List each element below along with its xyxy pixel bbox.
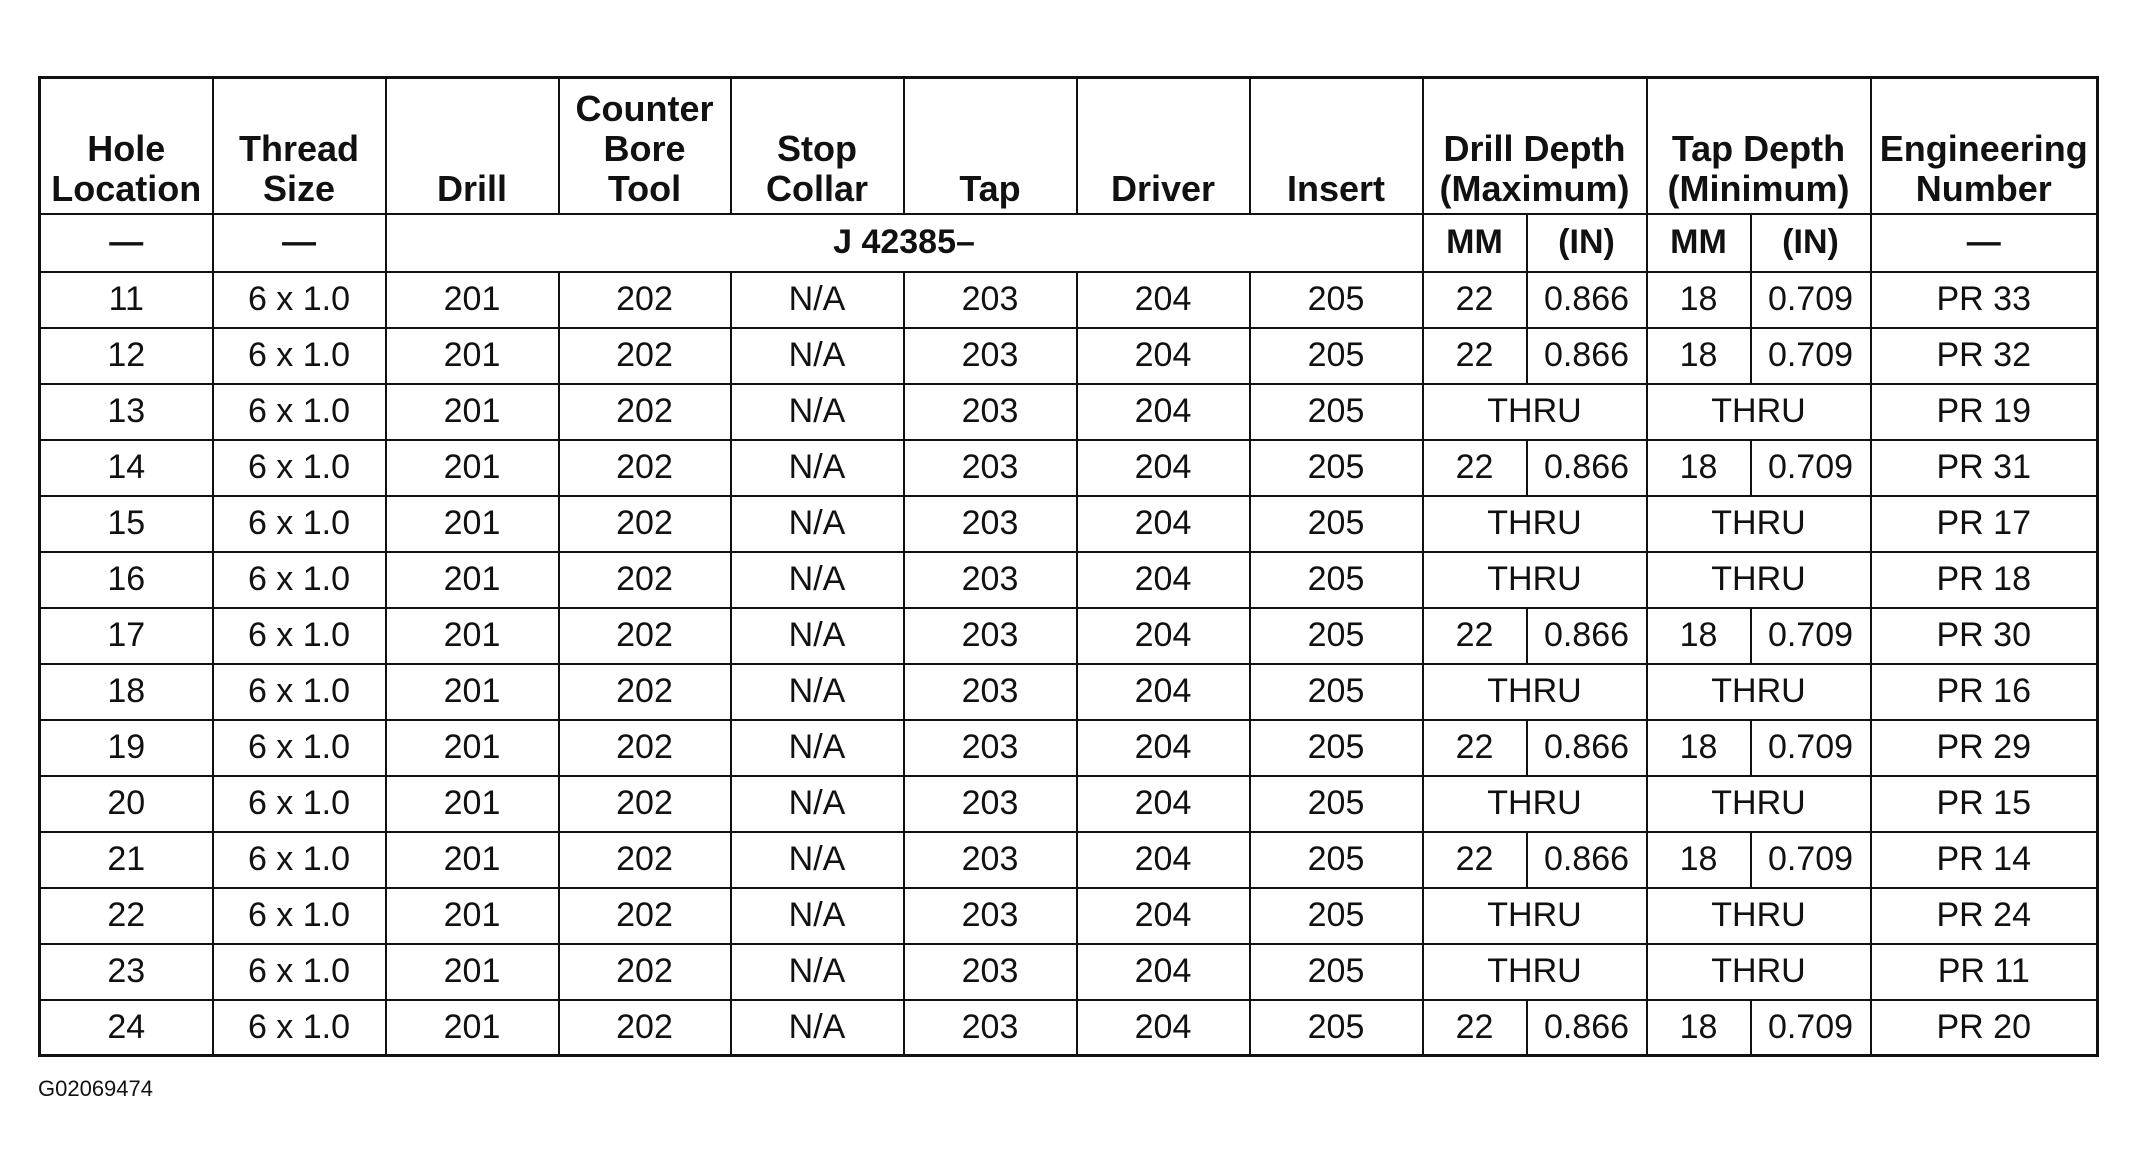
- cell-counter-bore-tool: 202: [559, 552, 731, 608]
- cell-tap-depth-mm: 18: [1647, 272, 1751, 328]
- cell-hole-location: 11: [40, 272, 213, 328]
- cell-stop-collar: N/A: [731, 944, 904, 1000]
- header-thread-size: Thread Size: [213, 78, 386, 214]
- cell-stop-collar: N/A: [731, 776, 904, 832]
- cell-engineering-number: PR 33: [1871, 272, 2098, 328]
- cell-counter-bore-tool: 202: [559, 328, 731, 384]
- cell-drill-depth-thru: THRU: [1423, 664, 1647, 720]
- cell-tap-depth-in: 0.709: [1751, 440, 1871, 496]
- cell-tap-depth-thru: THRU: [1647, 944, 1871, 1000]
- spec-table: [38, 76, 2099, 1057]
- cell-drill: 201: [386, 328, 559, 384]
- cell-stop-collar: N/A: [731, 496, 904, 552]
- cell-drill-depth-in: 0.866: [1527, 1000, 1647, 1056]
- figure-id: G02069474: [38, 1076, 153, 1101]
- cell-driver: 204: [1077, 776, 1250, 832]
- table-row: [40, 832, 2098, 888]
- cell-hole-location: 20: [40, 776, 213, 832]
- header-hole-location: Hole Location: [40, 78, 213, 214]
- subheader-row: [40, 214, 2098, 272]
- table-row: [40, 272, 2098, 328]
- cell-drill-depth-thru: THRU: [1423, 944, 1647, 1000]
- cell-hole-location: 15: [40, 496, 213, 552]
- header-counter-bore-tool: Counter Bore Tool: [559, 78, 731, 214]
- cell-thread-size: 6 x 1.0: [213, 776, 386, 832]
- cell-thread-size: 6 x 1.0: [213, 832, 386, 888]
- cell-tap-depth-in: 0.709: [1751, 272, 1871, 328]
- cell-counter-bore-tool: 202: [559, 720, 731, 776]
- cell-thread-size: 6 x 1.0: [213, 720, 386, 776]
- table-row: [40, 1000, 2098, 1056]
- cell-tap-depth-in: 0.709: [1751, 328, 1871, 384]
- cell-drill: 201: [386, 272, 559, 328]
- cell-hole-location: 13: [40, 384, 213, 440]
- cell-insert: 205: [1250, 888, 1423, 944]
- table-row: [40, 384, 2098, 440]
- cell-tap-depth-thru: THRU: [1647, 552, 1871, 608]
- cell-thread-size: 6 x 1.0: [213, 1000, 386, 1056]
- header-engineering-number: Engineering Number: [1871, 78, 2098, 214]
- cell-tap-depth-in: 0.709: [1751, 720, 1871, 776]
- cell-tap-depth-thru: THRU: [1647, 496, 1871, 552]
- cell-tap-depth-mm: 18: [1647, 440, 1751, 496]
- cell-engineering-number: PR 15: [1871, 776, 2098, 832]
- subheader-hole-location: —: [40, 214, 213, 272]
- cell-insert: 205: [1250, 664, 1423, 720]
- cell-counter-bore-tool: 202: [559, 272, 731, 328]
- subheader-drill-mm: MM: [1423, 214, 1527, 272]
- cell-hole-location: 23: [40, 944, 213, 1000]
- cell-insert: 205: [1250, 944, 1423, 1000]
- cell-hole-location: 24: [40, 1000, 213, 1056]
- cell-tap: 203: [904, 776, 1077, 832]
- cell-counter-bore-tool: 202: [559, 664, 731, 720]
- cell-counter-bore-tool: 202: [559, 608, 731, 664]
- cell-tap: 203: [904, 496, 1077, 552]
- cell-hole-location: 19: [40, 720, 213, 776]
- cell-hole-location: 17: [40, 608, 213, 664]
- cell-drill: 201: [386, 720, 559, 776]
- table-row: [40, 440, 2098, 496]
- cell-drill-depth-in: 0.866: [1527, 272, 1647, 328]
- cell-drill-depth-in: 0.866: [1527, 720, 1647, 776]
- cell-driver: 204: [1077, 1000, 1250, 1056]
- header-insert: Insert: [1250, 78, 1423, 214]
- table-row: [40, 552, 2098, 608]
- cell-engineering-number: PR 18: [1871, 552, 2098, 608]
- cell-counter-bore-tool: 202: [559, 832, 731, 888]
- cell-driver: 204: [1077, 384, 1250, 440]
- cell-drill: 201: [386, 888, 559, 944]
- header-row: [40, 78, 2098, 214]
- cell-insert: 205: [1250, 440, 1423, 496]
- cell-tap-depth-mm: 18: [1647, 1000, 1751, 1056]
- cell-tap: 203: [904, 664, 1077, 720]
- cell-drill-depth-mm: 22: [1423, 440, 1527, 496]
- cell-stop-collar: N/A: [731, 552, 904, 608]
- cell-stop-collar: N/A: [731, 664, 904, 720]
- cell-stop-collar: N/A: [731, 328, 904, 384]
- cell-drill-depth-in: 0.866: [1527, 608, 1647, 664]
- cell-thread-size: 6 x 1.0: [213, 384, 386, 440]
- cell-drill-depth-mm: 22: [1423, 832, 1527, 888]
- cell-tap: 203: [904, 272, 1077, 328]
- cell-driver: 204: [1077, 720, 1250, 776]
- table-row: [40, 328, 2098, 384]
- cell-driver: 204: [1077, 664, 1250, 720]
- cell-tap: 203: [904, 944, 1077, 1000]
- cell-drill: 201: [386, 664, 559, 720]
- cell-driver: 204: [1077, 944, 1250, 1000]
- subheader-tap-in: (IN): [1751, 214, 1871, 272]
- cell-driver: 204: [1077, 552, 1250, 608]
- cell-drill: 201: [386, 832, 559, 888]
- cell-driver: 204: [1077, 496, 1250, 552]
- header-tap: Tap: [904, 78, 1077, 214]
- cell-thread-size: 6 x 1.0: [213, 552, 386, 608]
- subheader-tool-prefix: J 42385–: [386, 214, 1423, 272]
- subheader-thread-size: —: [213, 214, 386, 272]
- cell-tap: 203: [904, 832, 1077, 888]
- header-drill-depth: Drill Depth (Maximum): [1423, 78, 1647, 214]
- cell-hole-location: 18: [40, 664, 213, 720]
- cell-tap-depth-mm: 18: [1647, 720, 1751, 776]
- cell-thread-size: 6 x 1.0: [213, 440, 386, 496]
- cell-stop-collar: N/A: [731, 384, 904, 440]
- cell-drill-depth-mm: 22: [1423, 272, 1527, 328]
- cell-engineering-number: PR 14: [1871, 832, 2098, 888]
- subheader-engineering-number: —: [1871, 214, 2098, 272]
- table-row: [40, 776, 2098, 832]
- cell-insert: 205: [1250, 384, 1423, 440]
- cell-drill-depth-thru: THRU: [1423, 496, 1647, 552]
- cell-engineering-number: PR 17: [1871, 496, 2098, 552]
- cell-tap-depth-in: 0.709: [1751, 1000, 1871, 1056]
- cell-stop-collar: N/A: [731, 272, 904, 328]
- cell-stop-collar: N/A: [731, 720, 904, 776]
- header-stop-collar: Stop Collar: [731, 78, 904, 214]
- cell-tap: 203: [904, 384, 1077, 440]
- header-drill: Drill: [386, 78, 559, 214]
- cell-tap-depth-thru: THRU: [1647, 776, 1871, 832]
- cell-hole-location: 12: [40, 328, 213, 384]
- cell-tap: 203: [904, 552, 1077, 608]
- cell-counter-bore-tool: 202: [559, 944, 731, 1000]
- cell-engineering-number: PR 16: [1871, 664, 2098, 720]
- header-tap-depth: Tap Depth (Minimum): [1647, 78, 1871, 214]
- cell-counter-bore-tool: 202: [559, 888, 731, 944]
- cell-thread-size: 6 x 1.0: [213, 888, 386, 944]
- cell-tap: 203: [904, 720, 1077, 776]
- cell-drill-depth-in: 0.866: [1527, 328, 1647, 384]
- cell-drill-depth-thru: THRU: [1423, 552, 1647, 608]
- cell-tap-depth-mm: 18: [1647, 328, 1751, 384]
- cell-thread-size: 6 x 1.0: [213, 944, 386, 1000]
- cell-engineering-number: PR 19: [1871, 384, 2098, 440]
- table-row: [40, 720, 2098, 776]
- cell-counter-bore-tool: 202: [559, 384, 731, 440]
- header-driver: Driver: [1077, 78, 1250, 214]
- subheader-tap-mm: MM: [1647, 214, 1751, 272]
- cell-tap: 203: [904, 328, 1077, 384]
- cell-driver: 204: [1077, 832, 1250, 888]
- cell-hole-location: 16: [40, 552, 213, 608]
- cell-tap: 203: [904, 440, 1077, 496]
- cell-drill: 201: [386, 552, 559, 608]
- cell-engineering-number: PR 29: [1871, 720, 2098, 776]
- cell-hole-location: 22: [40, 888, 213, 944]
- cell-tap-depth-mm: 18: [1647, 832, 1751, 888]
- cell-drill: 201: [386, 944, 559, 1000]
- cell-thread-size: 6 x 1.0: [213, 496, 386, 552]
- cell-insert: 205: [1250, 832, 1423, 888]
- cell-drill: 201: [386, 496, 559, 552]
- cell-tap-depth-in: 0.709: [1751, 832, 1871, 888]
- cell-drill-depth-mm: 22: [1423, 328, 1527, 384]
- cell-insert: 205: [1250, 608, 1423, 664]
- cell-drill-depth-mm: 22: [1423, 1000, 1527, 1056]
- cell-insert: 205: [1250, 720, 1423, 776]
- cell-drill: 201: [386, 608, 559, 664]
- cell-driver: 204: [1077, 440, 1250, 496]
- cell-stop-collar: N/A: [731, 440, 904, 496]
- cell-drill: 201: [386, 1000, 559, 1056]
- cell-drill-depth-in: 0.866: [1527, 440, 1647, 496]
- cell-insert: 205: [1250, 776, 1423, 832]
- cell-tap: 203: [904, 1000, 1077, 1056]
- cell-drill-depth-thru: THRU: [1423, 776, 1647, 832]
- cell-driver: 204: [1077, 272, 1250, 328]
- cell-hole-location: 21: [40, 832, 213, 888]
- cell-hole-location: 14: [40, 440, 213, 496]
- cell-insert: 205: [1250, 1000, 1423, 1056]
- cell-engineering-number: PR 31: [1871, 440, 2098, 496]
- table-row: [40, 608, 2098, 664]
- subheader-drill-in: (IN): [1527, 214, 1647, 272]
- cell-insert: 205: [1250, 272, 1423, 328]
- cell-insert: 205: [1250, 496, 1423, 552]
- cell-drill-depth-mm: 22: [1423, 608, 1527, 664]
- cell-drill: 201: [386, 440, 559, 496]
- table-body: [40, 272, 2098, 1056]
- cell-tap-depth-in: 0.709: [1751, 608, 1871, 664]
- cell-thread-size: 6 x 1.0: [213, 664, 386, 720]
- cell-counter-bore-tool: 202: [559, 496, 731, 552]
- cell-stop-collar: N/A: [731, 1000, 904, 1056]
- cell-engineering-number: PR 32: [1871, 328, 2098, 384]
- cell-tap-depth-thru: THRU: [1647, 888, 1871, 944]
- cell-drill-depth-mm: 22: [1423, 720, 1527, 776]
- table-row: [40, 664, 2098, 720]
- table-row: [40, 888, 2098, 944]
- cell-tap-depth-thru: THRU: [1647, 664, 1871, 720]
- cell-engineering-number: PR 11: [1871, 944, 2098, 1000]
- cell-tap: 203: [904, 888, 1077, 944]
- cell-thread-size: 6 x 1.0: [213, 328, 386, 384]
- cell-drill: 201: [386, 384, 559, 440]
- table-row: [40, 944, 2098, 1000]
- cell-driver: 204: [1077, 888, 1250, 944]
- cell-tap-depth-thru: THRU: [1647, 384, 1871, 440]
- cell-insert: 205: [1250, 552, 1423, 608]
- cell-stop-collar: N/A: [731, 608, 904, 664]
- cell-drill: 201: [386, 776, 559, 832]
- cell-tap: 203: [904, 608, 1077, 664]
- cell-counter-bore-tool: 202: [559, 1000, 731, 1056]
- cell-engineering-number: PR 30: [1871, 608, 2098, 664]
- cell-drill-depth-thru: THRU: [1423, 384, 1647, 440]
- cell-stop-collar: N/A: [731, 888, 904, 944]
- cell-insert: 205: [1250, 328, 1423, 384]
- cell-counter-bore-tool: 202: [559, 440, 731, 496]
- cell-drill-depth-thru: THRU: [1423, 888, 1647, 944]
- cell-drill-depth-in: 0.866: [1527, 832, 1647, 888]
- table-row: [40, 496, 2098, 552]
- cell-thread-size: 6 x 1.0: [213, 608, 386, 664]
- cell-thread-size: 6 x 1.0: [213, 272, 386, 328]
- cell-tap-depth-mm: 18: [1647, 608, 1751, 664]
- cell-stop-collar: N/A: [731, 832, 904, 888]
- cell-counter-bore-tool: 202: [559, 776, 731, 832]
- cell-engineering-number: PR 24: [1871, 888, 2098, 944]
- cell-engineering-number: PR 20: [1871, 1000, 2098, 1056]
- cell-driver: 204: [1077, 608, 1250, 664]
- cell-driver: 204: [1077, 328, 1250, 384]
